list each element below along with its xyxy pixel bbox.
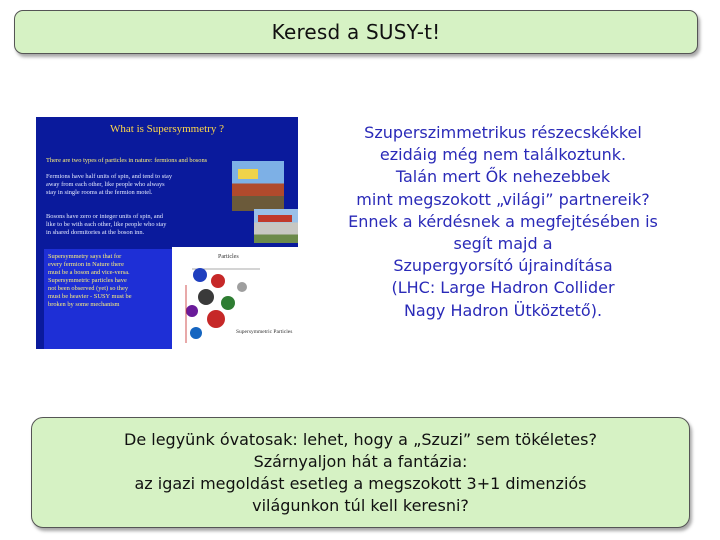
note-line: világunkon túl kell keresni? xyxy=(252,495,469,515)
thumb-line: in shared dormitories at the boson inn. xyxy=(46,229,145,236)
body-line: Nagy Hadron Ütköztető). xyxy=(403,300,603,320)
note-line: De legyünk óvatosak: lehet, hogy a „Szuzi” sem tökéletes? xyxy=(124,429,597,449)
inn-roof xyxy=(258,215,292,222)
particle-ball xyxy=(193,268,207,282)
body-line: mint megszokott „világi” partnereik? xyxy=(356,189,650,209)
note-line: Szárnyaljon hát a fantázia: xyxy=(253,451,468,471)
supersymmetry-slide-image xyxy=(36,117,298,349)
thumb-line: Supersymmetric particles have xyxy=(48,277,127,284)
body-line: Szuperszimmetrikus részecskékkel xyxy=(364,123,642,142)
thumb-line: Supersymmetry says that for xyxy=(48,253,122,260)
particle-diagram xyxy=(172,247,298,349)
main-paragraph xyxy=(318,122,688,322)
motel-photo xyxy=(232,161,284,211)
bottom-note-box xyxy=(31,417,690,528)
particle-ball xyxy=(198,289,214,305)
thumb-title: What is Supersymmetry ? xyxy=(110,123,224,135)
body-line: Talán mert Ők nehezebbek xyxy=(395,167,611,187)
particle-ball xyxy=(221,296,235,310)
thumb-line: away from each other, like people who always xyxy=(46,181,165,188)
body-line: ezidáig még nem találkoztunk. xyxy=(379,145,627,165)
motel-sign xyxy=(238,169,258,179)
susy-text-panel xyxy=(44,249,172,349)
body-line: segít majd a xyxy=(453,234,553,254)
thumb-line: must be heavier - SUSY must be xyxy=(48,293,132,300)
particle-ball xyxy=(190,327,202,339)
particle-ball xyxy=(211,274,225,288)
thumb-line: like to be with each other, like people who stay xyxy=(46,221,167,228)
title-box xyxy=(14,10,698,54)
susy-particles-label: Supersymmetric Particles xyxy=(236,329,293,335)
particles-label: Particles xyxy=(218,254,239,260)
body-line: Ennek a kérdésnek a megfejtésében is xyxy=(348,211,658,231)
thumb-line: Bosons have zero or integer units of spin, and xyxy=(46,213,163,220)
thumb-line: stay in single rooms at the fermion motel. xyxy=(46,189,153,196)
body-line: (LHC: Large Hadron Collider xyxy=(391,278,615,298)
thumb-line: broken by some mechanism xyxy=(48,301,120,308)
thumb-line: must be a boson and vice-versa. xyxy=(48,269,130,276)
slide-title: Keresd a SUSY-t! xyxy=(271,20,441,44)
particle-ball xyxy=(186,305,198,317)
thumb-line: not been observed (yet) so they xyxy=(48,285,129,292)
thumb-line: There are two types of particles in nature: fermions and bosons xyxy=(46,157,208,164)
particle-ball xyxy=(207,310,225,328)
inn-photo xyxy=(254,209,298,243)
note-line: az igazi megoldást esetleg a megszokott 3+1 dimenziós xyxy=(134,473,587,493)
thumb-line: Fermions have half units of spin, and tend to stay xyxy=(46,173,173,180)
particle-ball xyxy=(237,282,247,292)
thumb-line: every fermion in Nature there xyxy=(48,261,124,268)
body-line: Szupergyorsító újraindítása xyxy=(393,256,613,276)
